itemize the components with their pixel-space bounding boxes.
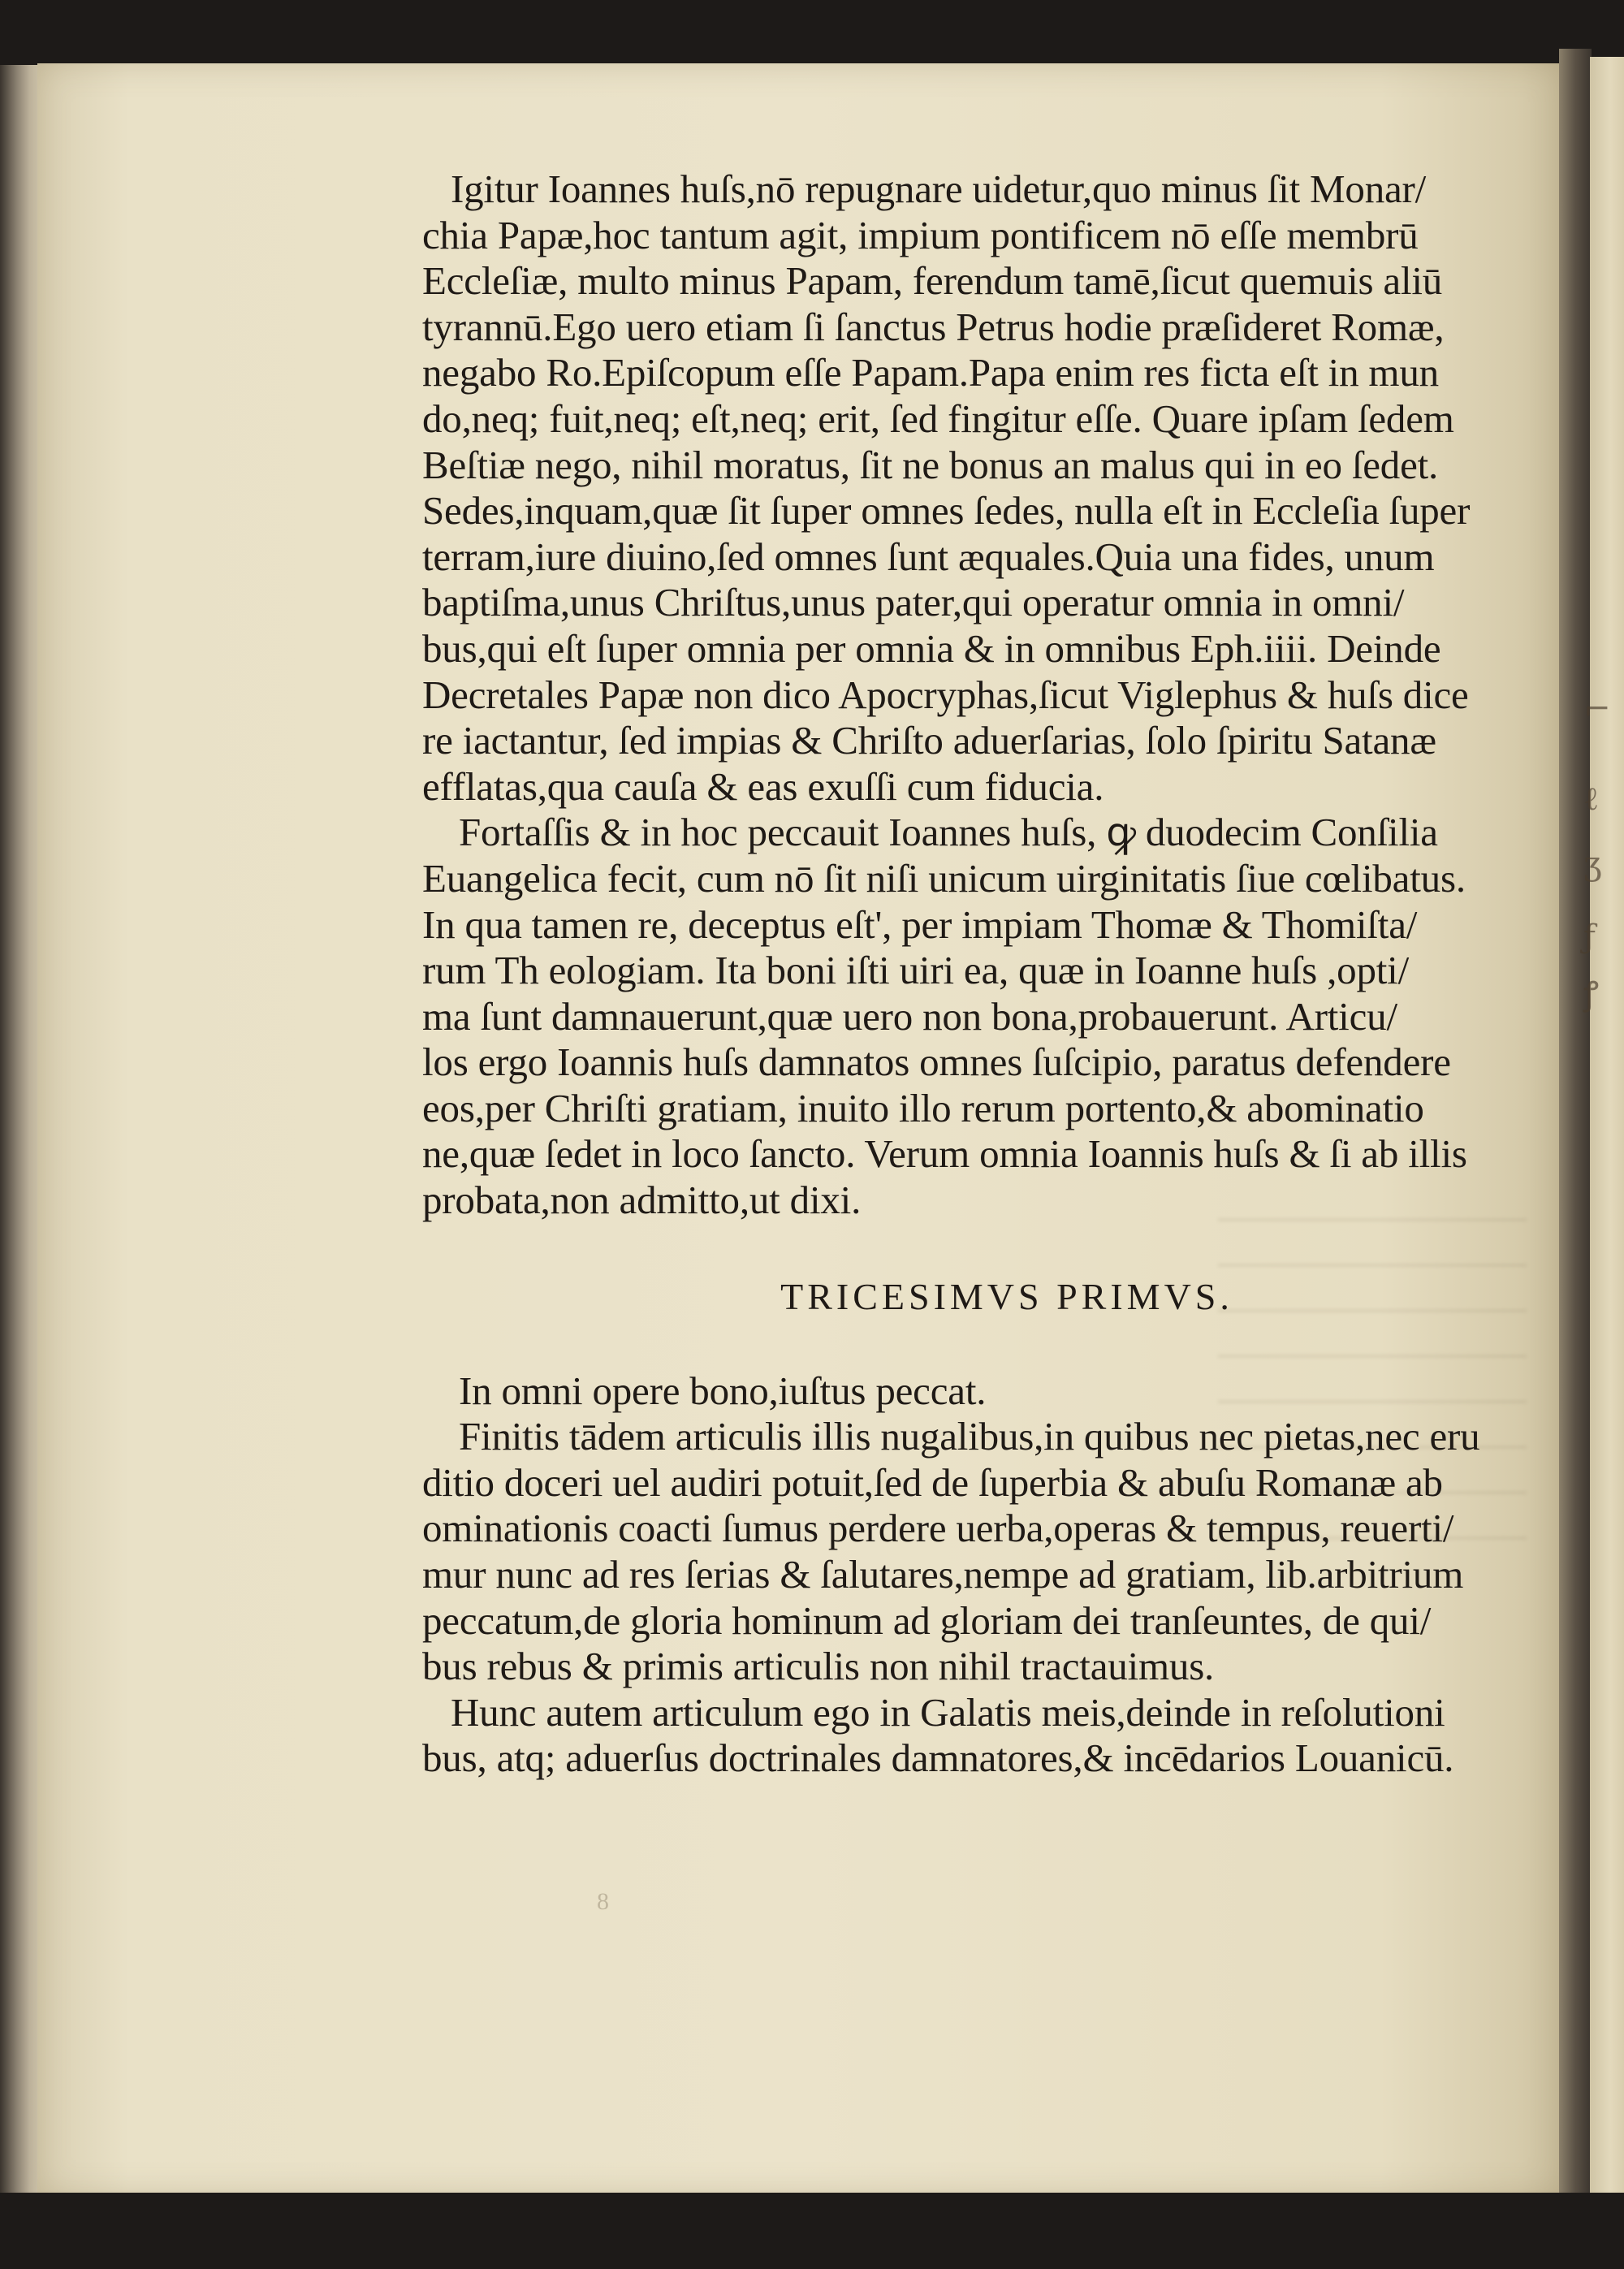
paragraph-4 — [422, 1690, 1543, 1782]
text-line: negabo Ro.Epiſcopum eſſe Papam.Papa enim res ficta eſt in mun — [422, 350, 1439, 395]
thesis-line: In omni opere bono,iuſtus peccat. — [459, 1368, 987, 1413]
text-line: bus rebus & primis articulis non nihil tractauimus. — [422, 1644, 1215, 1689]
paragraph-1 — [422, 166, 1543, 810]
text-line: bus, atq; aduerſus doctrinales damnatores,& incēdarios Louanicū. — [422, 1735, 1454, 1781]
text-line: ominationis coacti ſumus perdere uerba,operas & tempus, reuerti/ — [422, 1506, 1454, 1551]
paragraph-3 — [422, 1414, 1543, 1690]
text-line: peccatum,de gloria hominum ad gloriam dei tranſeuntes, de qui/ — [422, 1597, 1432, 1643]
text-line: In qua tamen re, deceptus eſt', per impiam Thomæ & Thomiſta/ — [422, 901, 1418, 947]
text-line: Hunc autem articulum ego in Galatis meis,deinde in reſolutioni — [451, 1689, 1445, 1735]
text-line: Fortaſſis & in hoc peccauit Ioannes huſs, ꝙ duodecim Conſilia — [459, 810, 1438, 855]
text-line: ne,quæ ſedet in loco ſancto. Verum omnia Ioannis huſs & ſi ab illis — [422, 1131, 1467, 1177]
text-line: probata,non admitto,ut dixi. — [422, 1178, 862, 1223]
text-line: Decretales Papæ non dico Apocryphas,ſicut Viglephus & huſs dice — [422, 672, 1469, 717]
text-line: Sedes,inquam,quæ ſit ſuper omnes ſedes, nulla eſt in Eccleſia ſuper — [422, 488, 1471, 534]
signature-mark: 8 — [597, 1888, 609, 1915]
margin-manuscript-note: ꝭ — [1583, 975, 1599, 1013]
text-line: re iactantur, ſed impias & Chriſto aduerſarias, ſolo ſpiritu Satanæ — [422, 718, 1436, 763]
text-line: rum Th eologiam. Ita boni iſti uiri ea, quæ in Ioanne huſs ,opti/ — [422, 948, 1409, 993]
text-line: Igitur Ioannes huſs,nō repugnare uidetur,quo minus ſit Monar/ — [451, 166, 1427, 211]
section-heading: TRICESIMVS PRIMVS. — [780, 1275, 1233, 1317]
margin-manuscript-note: ℓ — [1583, 780, 1600, 818]
text-line: Eccleſiæ, multo minus Papam, ferendum tamē,ſicut quemuis aliū — [422, 258, 1443, 304]
text-line: terram,iure diuino,ſed omnes ſunt æquales.Quia una fides, unum — [422, 534, 1435, 579]
text-line: bus,qui eſt ſuper omnia per omnia & in omnibus Eph.iiii. Deinde — [422, 625, 1441, 671]
text-line: do,neq; fuit,neq; eſt,neq; erit, ſed fingitur eſſe. Quare ipſam ſedem — [422, 395, 1454, 441]
text-line: los ergo Ioannis huſs damnatos omnes ſuſcipio, paratus defendere — [422, 1039, 1451, 1085]
text-line: baptiſma,unus Chriſtus,unus pater,qui operatur omnia in omni/ — [422, 580, 1405, 625]
facing-page-edge — [1590, 57, 1624, 2193]
text-line: Beſtiæ nego, nihil moratus, ſit ne bonus an malus qui in eo ſedet. — [422, 442, 1439, 487]
page-text — [422, 166, 1543, 1782]
margin-manuscript-note: ʒ — [1583, 845, 1602, 883]
scanner-background-top — [0, 0, 1624, 65]
text-line: efflatas,qua cauſa & eas exuſſi cum fiducia. — [422, 763, 1104, 809]
page-stack-edge — [0, 65, 42, 2193]
text-line: mur nunc ad res ſerias & ſalutares,nempe ad gratiam, lib.arbitrium — [422, 1552, 1464, 1597]
book-gutter — [1559, 49, 1592, 2193]
text-line: Euangelica fecit, cum nō ſit niſi unicum uirginitatis ſiue cœlibatus. — [422, 855, 1466, 901]
text-line: tyrannū.Ego uero etiam ſi ſanctus Petrus hodie præſideret Romæ, — [422, 304, 1445, 349]
margin-manuscript-note: ƒ — [1583, 918, 1596, 956]
margin-manuscript-note: ⌐ — [1583, 691, 1611, 728]
text-line: ditio doceri uel audiri potuit,ſed de ſuperbia & abuſu Romanæ ab — [422, 1459, 1443, 1505]
text-line: eos,per Chriſti gratiam, inuito illo rerum portento,& abominatio — [422, 1085, 1424, 1130]
paragraph-2 — [422, 810, 1543, 1223]
text-line: ma ſunt damnauerunt,quæ uero non bona,probauerunt. Articu/ — [422, 993, 1397, 1039]
text-line: chia Papæ,hoc tantum agit, impium pontificem nō eſſe membrū — [422, 212, 1419, 257]
scanner-background-bottom — [0, 2193, 1624, 2269]
text-line: Finitis tādem articulis illis nugalibus,in quibus nec pietas,nec eru — [459, 1414, 1480, 1459]
